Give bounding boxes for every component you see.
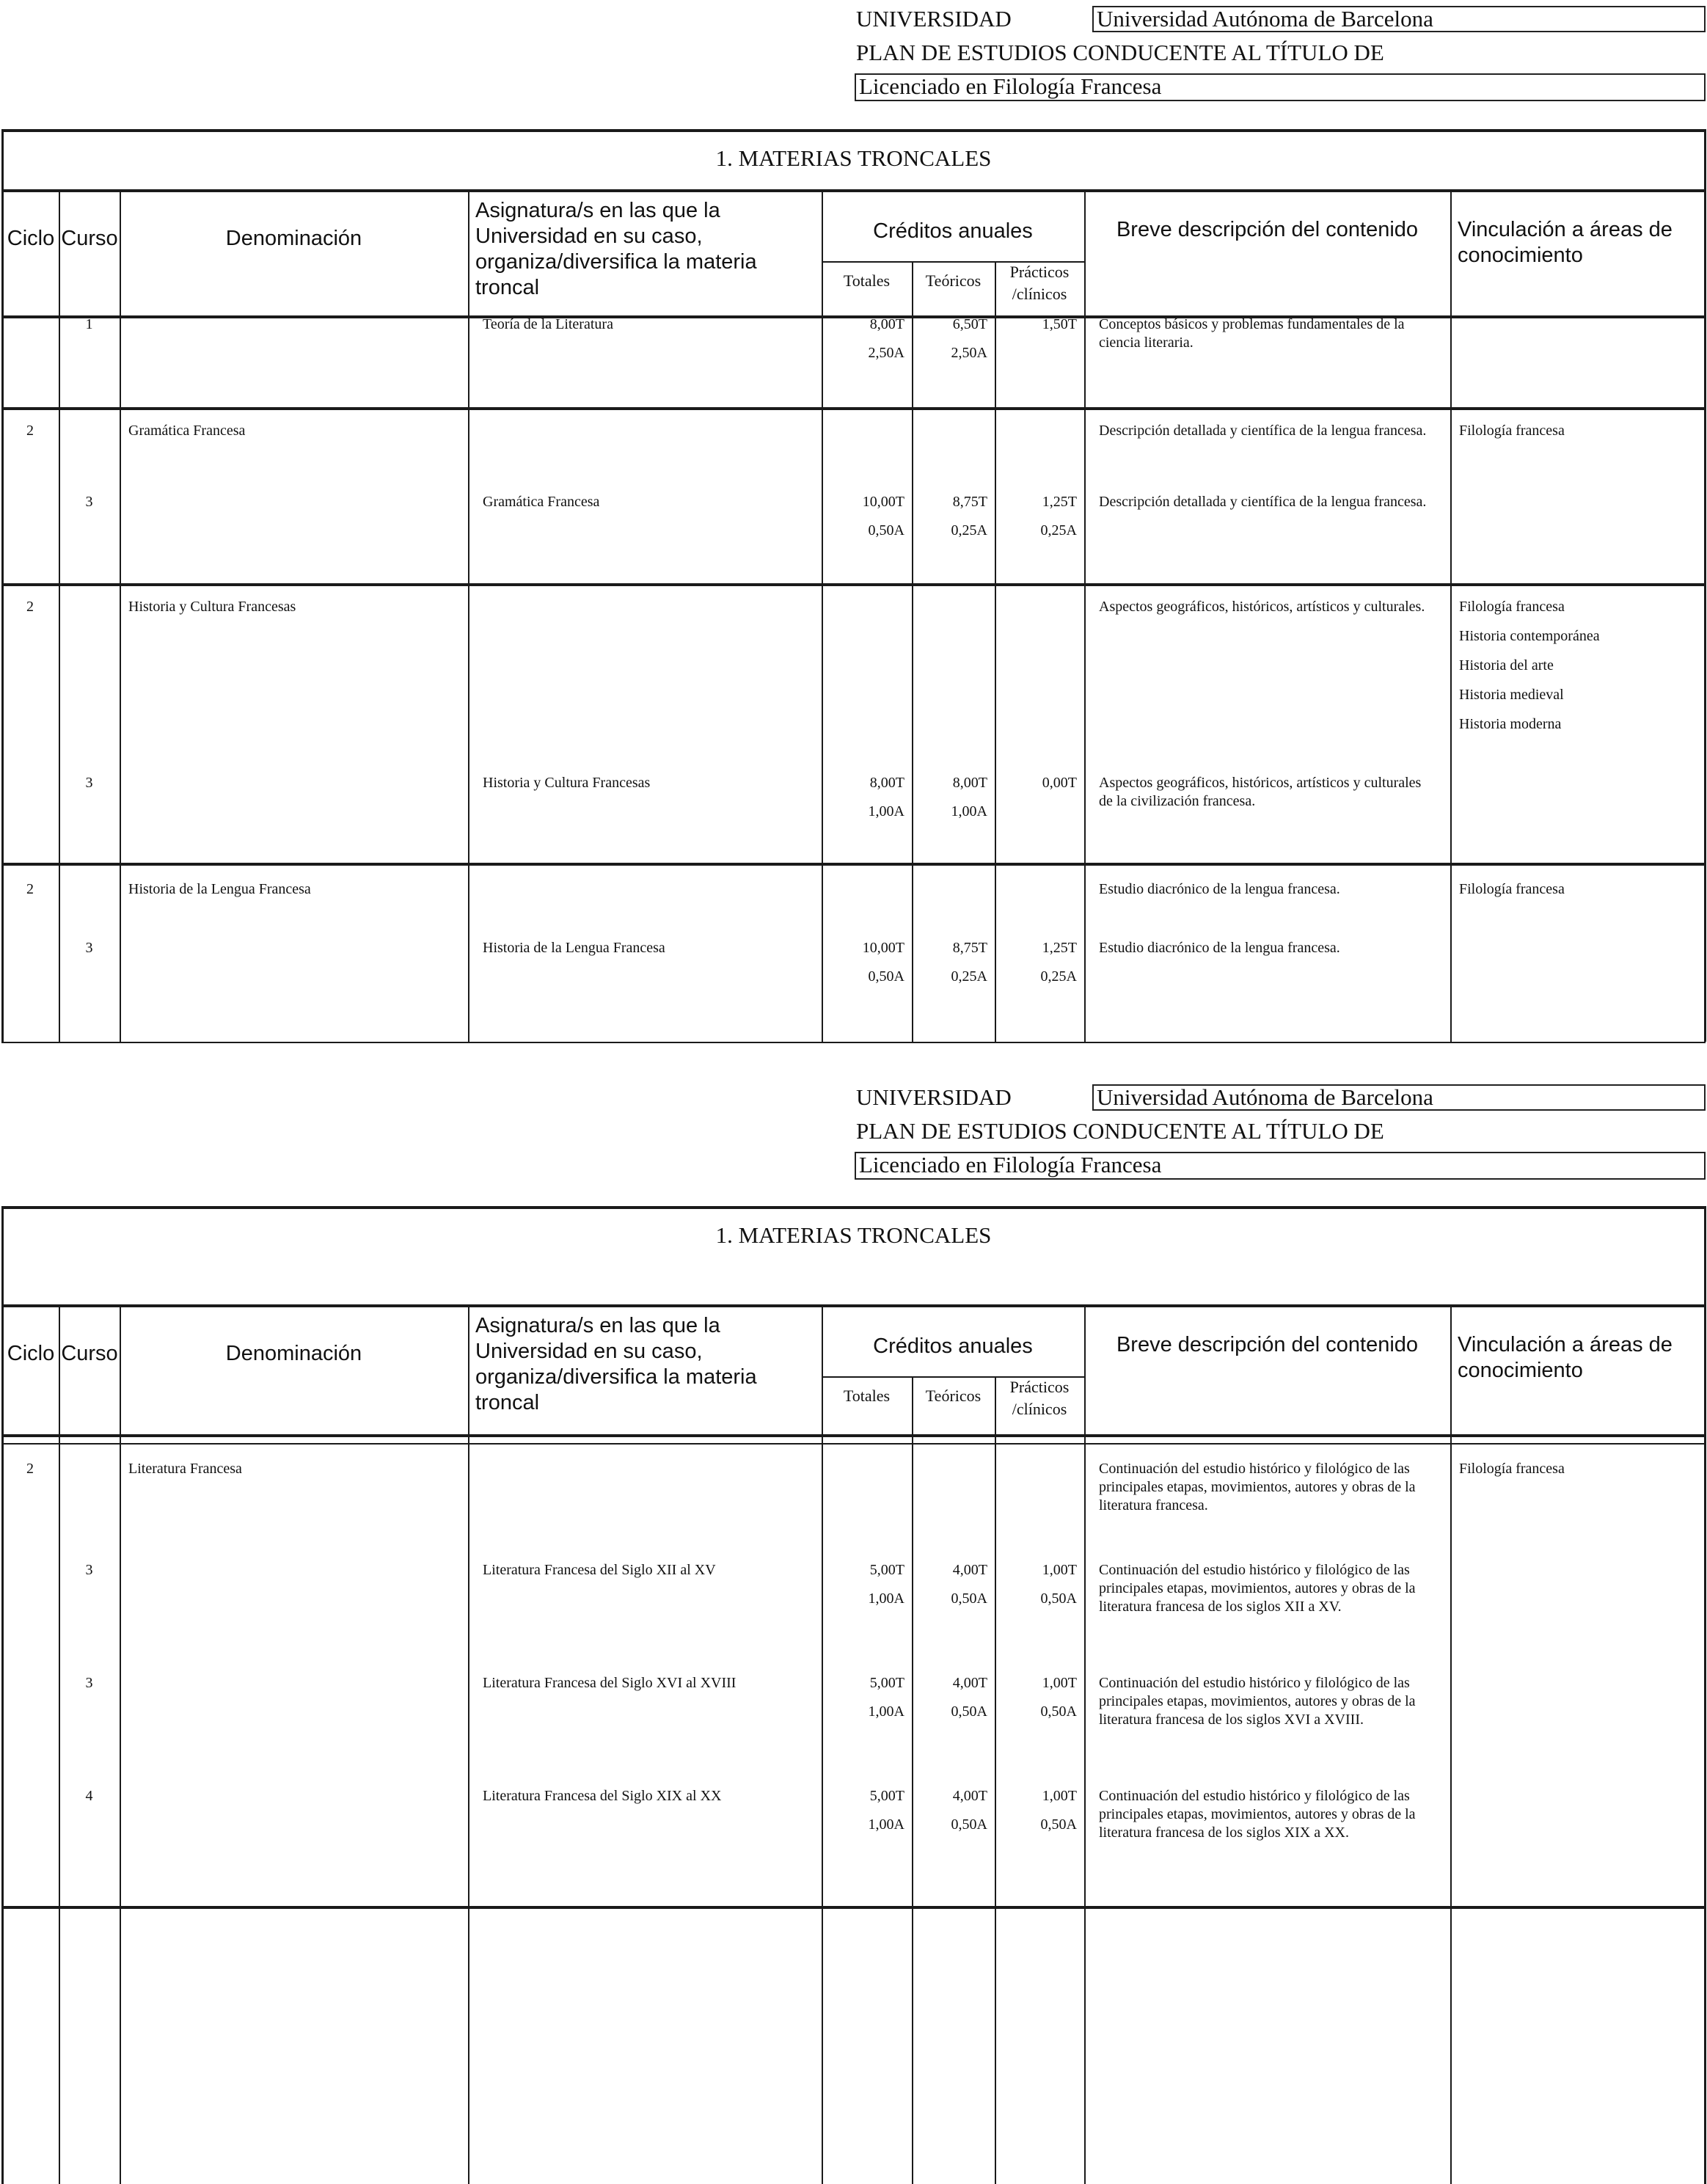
cell-practicos: 1,00T — [1042, 1788, 1077, 1804]
titulo-value: Licenciado en Filología Francesa — [855, 1152, 1706, 1180]
cell-descripcion: Descripción detallada y científica de la lengua francesa. — [1099, 494, 1427, 510]
col-header-vinculacion: Vinculación a áreas de conocimiento — [1458, 1333, 1673, 1382]
cell-denominacion: Historia y Cultura Francesas — [128, 599, 296, 615]
rule-vertical — [995, 1376, 996, 2184]
table-row — [0, 939, 1707, 985]
cell-totales: 5,00T — [869, 1562, 904, 1578]
cell-teoricos: 4,00T — [952, 1788, 987, 1804]
cell-teoricos: 8,00T — [952, 775, 987, 791]
cell-denominacion: Historia de la Lengua Francesa — [128, 881, 311, 897]
cell-descripcion: Estudio diacrónico de la lengua francesa. — [1099, 940, 1340, 956]
cell-curso: 4 — [85, 1788, 93, 1804]
cell-practicos: 1,50T — [1042, 316, 1077, 332]
cell-descripcion: Descripción detallada y científica de la lengua francesa. — [1099, 423, 1427, 439]
cell-vinculacion: Historia del arte — [1459, 657, 1554, 673]
cell-asignatura: Gramática Francesa — [483, 494, 600, 510]
cell-curso: 1 — [85, 316, 93, 332]
col-header-ciclo: Ciclo — [7, 227, 55, 250]
cell-curso: 3 — [85, 1675, 93, 1691]
cell-teoricos: 0,25A — [951, 968, 987, 985]
rule-horizontal — [1, 129, 1706, 132]
cell-curso: 3 — [85, 775, 93, 791]
col-header-teoricos: Teóricos — [925, 271, 982, 290]
cell-practicos: 1,25T — [1042, 940, 1077, 956]
col-header-denominacion: Denominación — [225, 1342, 362, 1365]
table-caption: 1. MATERIAS TRONCALES — [715, 1222, 992, 1248]
cell-vinculacion: Historia medieval — [1459, 687, 1564, 703]
universidad-value: Universidad Autónoma de Barcelona — [1092, 6, 1706, 32]
rule-vertical — [468, 189, 469, 1042]
cell-descripcion: Continuación del estudio histórico y filológico de las principales etapas, movimientos, autores y obras de la literatura francesa de los siglos XII a XV. — [1099, 1562, 1416, 1615]
cell-practicos: 1,00T — [1042, 1562, 1077, 1578]
col-header-curso: Curso — [61, 1342, 118, 1365]
cell-descripcion: Aspectos geográficos, históricos, artísticos y culturales. — [1099, 599, 1425, 615]
cell-totales: 1,00A — [868, 803, 904, 819]
cell-teoricos: 0,50A — [951, 1703, 987, 1720]
cell-asignatura: Literatura Francesa del Siglo XII al XV — [483, 1562, 716, 1578]
cell-teoricos: 4,00T — [952, 1675, 987, 1691]
cell-vinculacion: Filología francesa — [1459, 599, 1565, 615]
cell-curso: 3 — [85, 1562, 93, 1578]
col-header-ciclo: Ciclo — [7, 1342, 55, 1365]
cell-ciclo: 2 — [26, 599, 34, 615]
cell-practicos: 0,50A — [1040, 1703, 1077, 1720]
cell-totales: 8,00T — [869, 775, 904, 791]
col-header-creditos: Créditos anuales — [873, 219, 1033, 243]
col-header-practicos: Prácticos /clínicos — [1009, 263, 1070, 303]
col-header-asignatura: Asignatura/s en las que la Universidad en su caso, organiza/diversifica la materia troncal — [475, 199, 757, 299]
cell-practicos: 0,25A — [1040, 968, 1077, 985]
rule-vertical — [1084, 189, 1086, 1042]
cell-totales: 10,00T — [862, 494, 904, 510]
rule-vertical — [912, 1376, 913, 2184]
col-header-totales: Totales — [843, 271, 891, 290]
col-header-asignatura: Asignatura/s en las que la Universidad en su caso, organiza/diversifica la materia troncal — [475, 1314, 757, 1414]
cell-asignatura: Teoría de la Literatura — [483, 316, 613, 332]
rule-vertical — [1704, 1206, 1706, 2184]
rule-horizontal — [1, 1042, 1706, 1043]
cell-denominacion: Gramática Francesa — [128, 423, 246, 439]
cell-totales: 0,50A — [868, 968, 904, 985]
cell-descripcion: Continuación del estudio histórico y filológico de las principales etapas, movimientos, autores y obras de la literatura francesa de los siglos XIX a XX. — [1099, 1788, 1416, 1841]
col-header-denominacion: Denominación — [225, 227, 362, 250]
titulo-value: Licenciado en Filología Francesa — [855, 73, 1706, 101]
rule-vertical — [468, 1304, 469, 2184]
rule-vertical — [120, 1304, 121, 2184]
table-row — [0, 1561, 1707, 1615]
table-row — [0, 315, 1707, 361]
table-row — [0, 1674, 1707, 1728]
cell-practicos: 1,00T — [1042, 1675, 1077, 1691]
cell-vinculacion: Filología francesa — [1459, 881, 1565, 897]
cell-ciclo: 2 — [26, 881, 34, 897]
cell-curso: 3 — [85, 494, 93, 510]
rule-vertical — [1, 129, 4, 1042]
cell-vinculacion: Historia contemporánea — [1459, 628, 1600, 644]
rule-vertical — [59, 1304, 60, 2184]
cell-teoricos: 8,75T — [952, 494, 987, 510]
cell-totales: 5,00T — [869, 1675, 904, 1691]
cell-practicos: 0,50A — [1040, 1816, 1077, 1833]
col-header-vinculacion: Vinculación a áreas de conocimiento — [1458, 218, 1673, 267]
table-row — [0, 1787, 1707, 1841]
table-caption: 1. MATERIAS TRONCALES — [715, 145, 992, 171]
col-header-practicos: Prácticos /clínicos — [1009, 1378, 1070, 1418]
cell-practicos: 0,25A — [1040, 522, 1077, 538]
table-row — [0, 493, 1707, 538]
cell-totales: 10,00T — [862, 940, 904, 956]
col-header-totales: Totales — [843, 1387, 891, 1405]
rule-horizontal — [1, 1206, 1706, 1209]
universidad-value: Universidad Autónoma de Barcelona — [1092, 1084, 1706, 1111]
rule-vertical — [1704, 129, 1706, 1042]
cell-descripcion: Continuación del estudio histórico y filológico de las principales etapas, movimientos, autores y obras de la literatura francesa de los siglos XVI a XVIII. — [1099, 1675, 1416, 1728]
cell-practicos: 0,00T — [1042, 775, 1077, 791]
cell-denominacion: Literatura Francesa — [128, 1461, 242, 1477]
cell-vinculacion: Filología francesa — [1459, 1461, 1565, 1477]
cell-totales: 1,00A — [868, 1590, 904, 1607]
cell-teoricos: 6,50T — [952, 316, 987, 332]
cell-teoricos: 8,75T — [952, 940, 987, 956]
rule-vertical — [1084, 1304, 1086, 2184]
cell-asignatura: Historia de la Lengua Francesa — [483, 940, 665, 956]
cell-totales: 1,00A — [868, 1816, 904, 1833]
cell-teoricos: 0,50A — [951, 1816, 987, 1833]
plan-label: PLAN DE ESTUDIOS CONDUCENTE AL TÍTULO DE — [856, 40, 1384, 65]
plan-label: PLAN DE ESTUDIOS CONDUCENTE AL TÍTULO DE — [856, 1118, 1384, 1144]
col-header-descripcion: Breve descripción del contenido — [1116, 218, 1419, 241]
rule-vertical — [822, 1304, 823, 2184]
col-header-curso: Curso — [61, 227, 118, 250]
cell-teoricos: 0,50A — [951, 1590, 987, 1607]
col-header-teoricos: Teóricos — [925, 1387, 982, 1405]
cell-asignatura: Literatura Francesa del Siglo XIX al XX — [483, 1788, 722, 1804]
cell-vinculacion: Filología francesa — [1459, 423, 1565, 439]
rule-vertical — [120, 189, 121, 1042]
table-row — [0, 598, 1707, 732]
rule-vertical — [912, 261, 913, 1042]
cell-vinculacion: Historia moderna — [1459, 716, 1562, 732]
rule-vertical — [995, 261, 996, 1042]
cell-practicos: 0,50A — [1040, 1590, 1077, 1607]
cell-descripcion: Conceptos básicos y problemas fundamentales de la ciencia literaria. — [1099, 316, 1405, 351]
col-header-descripcion: Breve descripción del contenido — [1116, 1333, 1419, 1356]
cell-totales: 1,00A — [868, 1703, 904, 1720]
rule-vertical — [1450, 1304, 1452, 2184]
cell-totales: 0,50A — [868, 522, 904, 538]
cell-teoricos: 4,00T — [952, 1562, 987, 1578]
col-header-creditos: Créditos anuales — [873, 1334, 1033, 1358]
cell-descripcion: Continuación del estudio histórico y filológico de las principales etapas, movimientos, autores y obras de la literatura francesa. — [1099, 1461, 1416, 1513]
cell-ciclo: 2 — [26, 423, 34, 439]
table-row — [0, 422, 1707, 439]
cell-teoricos: 1,00A — [951, 803, 987, 819]
cell-curso: 3 — [85, 940, 93, 956]
cell-asignatura: Literatura Francesa del Siglo XVI al XVIII — [483, 1675, 736, 1691]
universidad-label: UNIVERSIDAD — [856, 6, 1012, 32]
cell-totales: 2,50A — [868, 345, 904, 361]
cell-descripcion: Estudio diacrónico de la lengua francesa. — [1099, 881, 1340, 897]
table-row — [0, 774, 1707, 819]
cell-teoricos: 2,50A — [951, 345, 987, 361]
cell-teoricos: 0,25A — [951, 522, 987, 538]
cell-totales: 8,00T — [869, 316, 904, 332]
rule-vertical — [1450, 189, 1452, 1042]
universidad-label: UNIVERSIDAD — [856, 1084, 1012, 1110]
cell-practicos: 1,25T — [1042, 494, 1077, 510]
cell-ciclo: 2 — [26, 1461, 34, 1477]
cell-totales: 5,00T — [869, 1788, 904, 1804]
table-row — [0, 1460, 1707, 1513]
cell-descripcion: Aspectos geográficos, históricos, artísticos y culturales de la civilización francesa. — [1099, 775, 1422, 809]
table-row — [0, 880, 1707, 897]
cell-asignatura: Historia y Cultura Francesas — [483, 775, 651, 791]
